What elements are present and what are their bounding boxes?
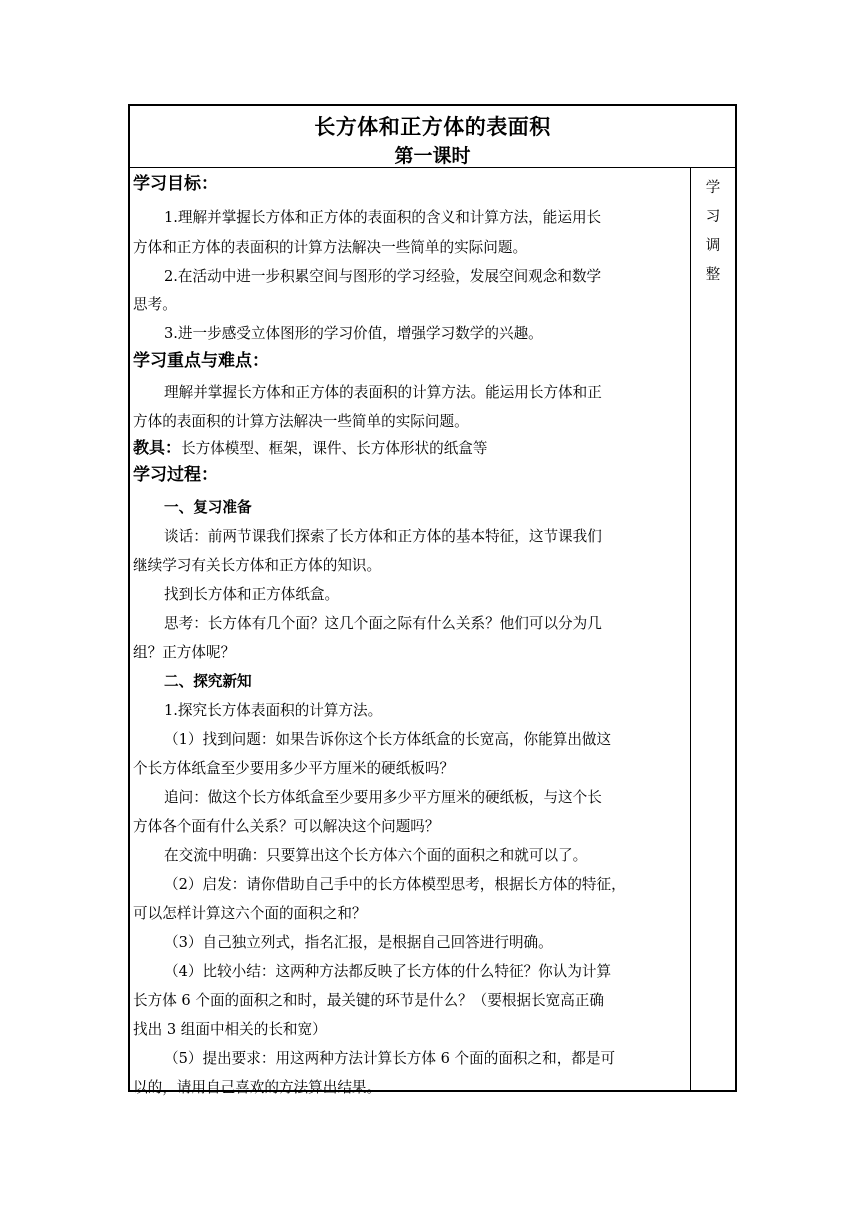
- title-row: [130, 106, 735, 168]
- follow-up-line-1: 追问：做这个长方体纸盒至少要用多少平方厘米的硬纸板，与这个长: [164, 789, 602, 806]
- key-points-line-2: 方体的表面积的计算方法解决一些简单的实际问题。: [133, 413, 469, 430]
- talk-line-1: 谈话：前两节课我们探索了长方体和正方体的基本特征，这节课我们: [164, 528, 602, 545]
- key-points-heading: 学习重点与难点：: [133, 351, 269, 371]
- tools-label: 教具：: [133, 438, 182, 457]
- goal-1-line-2: 方体和正方体的表面积的计算方法解决一些简单的实际问题。: [133, 239, 528, 256]
- goal-1-line-1: 1.理解并掌握长方体和正方体的表面积的含义和计算方法，能运用长: [164, 209, 602, 226]
- part-1-heading: 一、复习准备: [164, 499, 252, 516]
- find-boxes-line: 找到长方体和正方体纸盒。: [164, 586, 340, 603]
- step-5-line-1: （5）提出要求：用这两种方法计算长方体 6 个面的面积之和，都是可: [164, 1050, 616, 1067]
- clarify-line: 在交流中明确：只要算出这个长方体六个面的面积之和就可以了。: [164, 847, 588, 864]
- lesson-subtitle: 第一课时: [394, 145, 471, 167]
- step-1-line-1: （1）找到问题：如果告诉你这个长方体纸盒的长宽高，你能算出做这: [164, 731, 612, 748]
- goal-3-line-1: 3.进一步感受立体图形的学习价值，增强学习数学的兴趣。: [164, 325, 543, 342]
- tools-line: [133, 438, 488, 459]
- step-2-line-2: 可以怎样计算这六个面的面积之和？: [133, 905, 367, 922]
- lesson-plan-table: [128, 104, 737, 1096]
- adjustment-label: 学习调整: [705, 180, 721, 283]
- follow-up-line-2: 方体各个面有什么关系？可以解决这个问题吗？: [133, 818, 440, 835]
- think-line-2: 组？正方体呢？: [133, 644, 236, 661]
- process-heading: 学习过程：: [133, 465, 218, 485]
- document-title: 长方体和正方体的表面积: [314, 115, 551, 139]
- step-1-line-2: 个长方体纸盒至少要用多少平方厘米的硬纸板吗？: [133, 760, 455, 777]
- step-4-line-3: 找出 3 组面中相关的长和宽）: [133, 1021, 327, 1038]
- goal-2-line-2: 思考。: [133, 296, 177, 313]
- step-2-line-1: （2）启发：请你借助自己手中的长方体模型思考，根据长方体的特征，: [164, 876, 626, 893]
- tools-text: 长方体模型、框架，课件、长方体形状的纸盒等: [181, 440, 488, 457]
- key-points-line-1: 理解并掌握长方体和正方体的表面积的计算方法。能运用长方体和正: [164, 384, 602, 401]
- talk-line-2: 继续学习有关长方体和正方体的知识。: [133, 557, 382, 574]
- adjustment-column: [690, 168, 735, 1090]
- think-line-1: 思考：长方体有几个面？这几个面之际有什么关系？他们可以分为几: [164, 615, 602, 632]
- step-4-line-2: 长方体 6 个面的面积之和时，最关键的环节是什么？（要根据长宽高正确: [133, 992, 604, 1009]
- step-5-line-2: 以的，请用自己喜欢的方法算出结果。: [133, 1079, 382, 1096]
- goal-2-line-1: 2.在活动中进一步积累空间与图形的学习经验，发展空间观念和数学: [164, 268, 602, 285]
- explore-line: 1.探究长方体表面积的计算方法。: [164, 702, 383, 719]
- step-4-line-1: （4）比较小结：这两种方法都反映了长方体的什么特征？你认为计算: [164, 963, 612, 980]
- part-2-heading: 二、探究新知: [164, 673, 252, 690]
- goals-heading: 学习目标：: [133, 174, 218, 194]
- step-3-line: （3）自己独立列式，指名汇报，是根据自己回答进行明确。: [164, 934, 553, 951]
